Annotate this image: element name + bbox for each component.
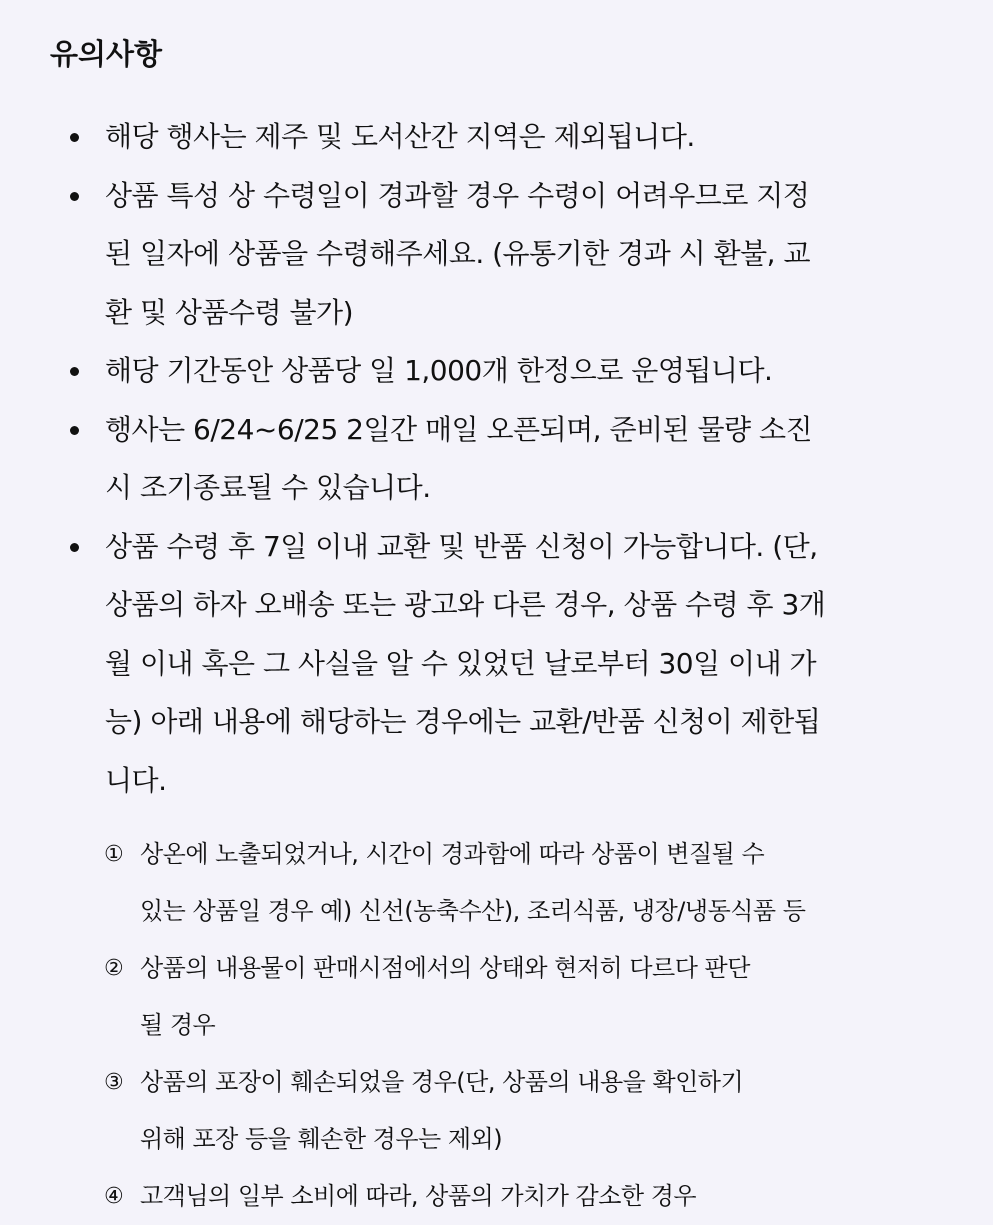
- circled-number: ②: [104, 956, 124, 981]
- bullet-icon: [70, 426, 79, 435]
- notice-item: [0, 342, 993, 401]
- bullet-icon: [70, 192, 79, 201]
- notice-item: [0, 108, 993, 167]
- circled-number: ④: [104, 1184, 124, 1209]
- bullet-icon: [70, 133, 79, 142]
- restriction-item: [0, 1054, 993, 1168]
- notice-item-text: 상품 특성 상 수령일이 경과할 경우 수령이 어려우므로 지정: [105, 178, 810, 212]
- notice-item-text: 해당 행사는 제주 및 도서산간 지역은 제외됩니다.: [105, 120, 695, 153]
- circled-number: ①: [104, 842, 124, 867]
- circled-number: ③: [104, 1070, 124, 1095]
- restriction-item-text: 있는 상품일 경우 예) 신선(농축수산), 조리식품, 냉장/냉동식품 등: [140, 897, 806, 925]
- restriction-item-text: 상품의 내용물이 판매시점에서의 상태와 현저히 다르다 판단: [140, 954, 750, 982]
- notice-item-text: 해당 기간동안 상품당 일 1,000개 한정으로 운영됩니다.: [105, 354, 773, 387]
- notice-item-text: 환 및 상품수령 불가): [105, 295, 354, 329]
- notice-list: [0, 108, 993, 810]
- notice-item-text: 상품의 하자 오배송 또는 광고와 다른 경우, 상품 수령 후 3개: [105, 588, 826, 621]
- restriction-item-text: 될 경우: [140, 1011, 216, 1039]
- notice-item: [0, 167, 993, 343]
- notice-title: 유의사항: [50, 37, 163, 71]
- bullet-icon: [70, 543, 79, 552]
- notice-item-text: 상품 수령 후 7일 이내 교환 및 반품 신청이 가능합니다. (단,: [105, 529, 818, 563]
- restriction-item-text: 상온에 노출되었거나, 시간이 경과함에 따라 상품이 변질될 수: [140, 840, 765, 868]
- restriction-item: [0, 826, 993, 940]
- restriction-item-text: 고객님의 일부 소비에 따라, 상품의 가치가 감소한 경우: [140, 1182, 697, 1210]
- notice-item: [0, 518, 993, 811]
- notice-item-text: 시 조기종료될 수 있습니다.: [105, 471, 431, 504]
- restriction-item: [0, 940, 993, 1054]
- notice-item-text: 행사는 6/24~6/25 2일간 매일 오픈되며, 준비된 물량 소진: [105, 412, 813, 446]
- restriction-item-text: 위해 포장 등을 훼손한 경우는 제외): [140, 1125, 503, 1153]
- notice-item-text: 된 일자에 상품을 수령해주세요. (유통기한 경과 시 환불, 교: [105, 237, 811, 270]
- bullet-icon: [70, 367, 79, 376]
- notice-item-text: 능) 아래 내용에 해당하는 경우에는 교환/반품 신청이 제한됩: [105, 705, 821, 738]
- notice-item-text: 니다.: [105, 763, 167, 797]
- restriction-list: [0, 826, 993, 1225]
- restriction-item-text: 상품의 포장이 훼손되었을 경우(단, 상품의 내용을 확인하기: [140, 1068, 744, 1096]
- notice-item: [0, 401, 993, 518]
- notice-item-text: 월 이내 혹은 그 사실을 알 수 있었던 날로부터 30일 이내 가: [105, 646, 817, 680]
- restriction-item: [0, 1168, 993, 1225]
